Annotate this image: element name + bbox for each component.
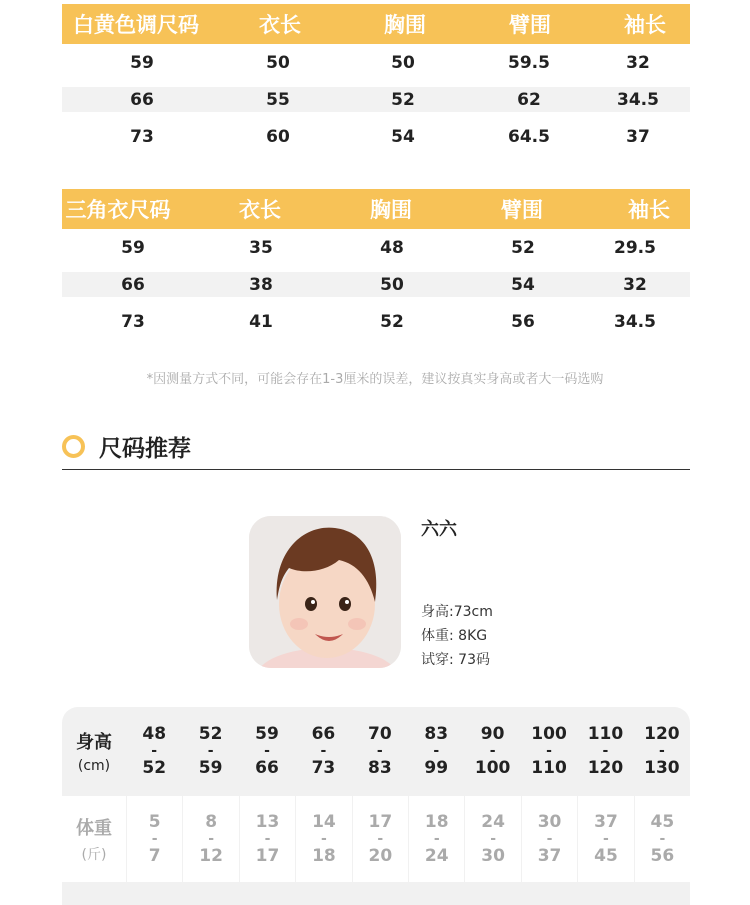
range-low: 48 [142, 724, 167, 744]
range-high: 130 [644, 758, 680, 778]
range-dash: - [603, 831, 609, 847]
cell: 66 [130, 89, 154, 110]
weight-cell [635, 796, 690, 882]
table-row [62, 87, 690, 112]
range-dash: - [151, 831, 158, 847]
header-size: 三角衣尺码 [65, 198, 171, 222]
cell: 34.5 [614, 311, 656, 332]
height-cell [126, 707, 182, 795]
table-header [62, 4, 690, 44]
divider [62, 469, 690, 470]
cell: 37 [626, 126, 650, 147]
range-high: 83 [367, 758, 392, 778]
cell: 41 [249, 311, 273, 332]
range-dash: - [264, 743, 270, 759]
range-dash: - [489, 743, 496, 759]
weight-cell [522, 796, 577, 882]
range-low: 66 [311, 724, 336, 744]
cell: 59 [130, 52, 154, 73]
range-low: 52 [198, 724, 223, 744]
table-row [62, 272, 690, 297]
cell: 32 [623, 274, 647, 295]
range-low: 13 [255, 812, 280, 832]
cell: 73 [130, 126, 154, 147]
range-high: 7 [148, 846, 161, 866]
header-size: 白黄色调尺码 [73, 13, 199, 37]
range-low: 100 [531, 724, 567, 744]
range-dash: - [264, 831, 271, 847]
model-height: 身高:73cm [421, 604, 493, 620]
weight-cell [578, 796, 633, 882]
height-cell [352, 707, 408, 795]
height-cell [408, 707, 464, 795]
table-row [62, 118, 690, 155]
range-high: 110 [531, 758, 567, 778]
cell: 52 [511, 237, 535, 258]
cell: 60 [266, 126, 290, 147]
cell: 29.5 [614, 237, 656, 258]
height-cell [295, 707, 351, 795]
cell: 73 [121, 311, 145, 332]
weight-label [62, 796, 126, 882]
range-high: 59 [198, 758, 223, 778]
model-name: 六六 [421, 519, 457, 540]
weight-label-text: 体重 [76, 818, 112, 839]
range-dash: - [151, 743, 158, 759]
range-low: 30 [537, 812, 562, 832]
range-dash: - [376, 743, 383, 759]
cell: 52 [391, 89, 415, 110]
cell: 66 [121, 274, 145, 295]
range-dash: - [208, 831, 215, 847]
range-low: 8 [205, 812, 218, 832]
range-dash: - [546, 831, 553, 847]
size-reference-table [62, 707, 690, 905]
range-low: 17 [368, 812, 393, 832]
range-dash: - [207, 743, 214, 759]
range-high: 20 [368, 846, 393, 866]
cell: 52 [380, 311, 404, 332]
range-low: 90 [480, 724, 505, 744]
range-low: 18 [424, 812, 449, 832]
range-high: 66 [255, 758, 279, 778]
weight-unit: (斤) [81, 847, 107, 863]
model-tried-size: 试穿: 73码 [421, 652, 490, 668]
cell: 62 [517, 89, 541, 110]
height-cell [464, 707, 520, 795]
range-high: 18 [312, 846, 336, 866]
range-low: 120 [644, 724, 680, 744]
cell: 48 [380, 237, 404, 258]
cell: 34.5 [617, 89, 659, 110]
range-low: 59 [255, 724, 279, 744]
range-high: 24 [424, 846, 449, 866]
range-dash: - [433, 831, 440, 847]
height-row [62, 707, 690, 795]
cell: 50 [380, 274, 404, 295]
weight-row [62, 796, 690, 882]
table-row [62, 44, 690, 81]
range-low: 37 [594, 812, 618, 832]
range-high: 56 [650, 846, 675, 866]
size-table-triangle [62, 189, 690, 340]
range-dash: - [659, 831, 666, 847]
range-low: 45 [650, 812, 675, 832]
section-title: 尺码推荐 [99, 436, 191, 462]
header-chest: 胸围 [384, 13, 426, 37]
cell: 38 [249, 274, 273, 295]
weight-cell [353, 796, 408, 882]
range-dash: - [490, 831, 497, 847]
range-dash: - [377, 831, 384, 847]
range-low: 5 [148, 812, 161, 832]
range-high: 120 [587, 758, 624, 778]
height-cell [577, 707, 633, 795]
cell: 55 [266, 89, 290, 110]
header-length: 衣长 [259, 13, 301, 37]
height-cell [182, 707, 238, 795]
height-cell [634, 707, 690, 795]
height-unit: (cm) [77, 758, 111, 774]
range-low: 83 [424, 724, 449, 744]
measurement-note: *因测量方式不同，可能会存在1-3厘米的误差，建议按真实身高或者大一码选购 [146, 372, 604, 387]
table-row [62, 229, 690, 266]
height-cell [521, 707, 577, 795]
weight-cell [127, 796, 182, 882]
height-cell [239, 707, 295, 795]
range-low: 24 [481, 812, 505, 832]
section-header [62, 430, 191, 463]
header-length: 衣长 [239, 198, 281, 222]
range-high: 37 [537, 846, 562, 866]
cell: 59 [121, 237, 145, 258]
range-high: 52 [142, 758, 167, 778]
header-chest: 胸围 [370, 198, 412, 222]
range-low: 70 [367, 724, 392, 744]
range-dash: - [433, 743, 440, 759]
model-photo [249, 516, 401, 668]
range-low: 14 [312, 812, 336, 832]
range-high: 45 [594, 846, 618, 866]
height-label-text: 身高 [76, 732, 112, 753]
size-table-white-yellow [62, 4, 690, 155]
range-dash: - [321, 831, 327, 847]
range-high: 17 [255, 846, 280, 866]
weight-cell [240, 796, 295, 882]
cell: 32 [626, 52, 650, 73]
range-dash: - [320, 743, 327, 759]
header-arm: 臂围 [501, 198, 543, 222]
cell: 64.5 [508, 126, 550, 147]
range-low: 110 [587, 724, 624, 744]
cell: 59.5 [508, 52, 550, 73]
weight-cell [296, 796, 351, 882]
cell: 50 [266, 52, 290, 73]
cell: 56 [511, 311, 535, 332]
cell: 54 [511, 274, 535, 295]
model-weight: 体重: 8KG [421, 628, 488, 644]
height-label [62, 707, 126, 795]
range-high: 100 [474, 758, 511, 778]
table-row [62, 303, 690, 340]
header-sleeve: 袖长 [628, 198, 670, 222]
table-header [62, 189, 690, 229]
range-dash: - [602, 743, 609, 759]
range-high: 30 [481, 846, 505, 866]
cell: 50 [391, 52, 415, 73]
cell: 54 [391, 126, 415, 147]
weight-cell [409, 796, 464, 882]
range-high: 99 [424, 758, 449, 778]
ring-icon [62, 435, 85, 458]
range-dash: - [658, 743, 665, 759]
header-sleeve: 袖长 [624, 13, 666, 37]
weight-cell [465, 796, 520, 882]
range-dash: - [546, 743, 552, 759]
cell: 35 [249, 237, 273, 258]
range-high: 12 [199, 846, 223, 866]
header-arm: 臂围 [509, 13, 551, 37]
range-high: 73 [311, 758, 336, 778]
weight-cell [183, 796, 238, 882]
